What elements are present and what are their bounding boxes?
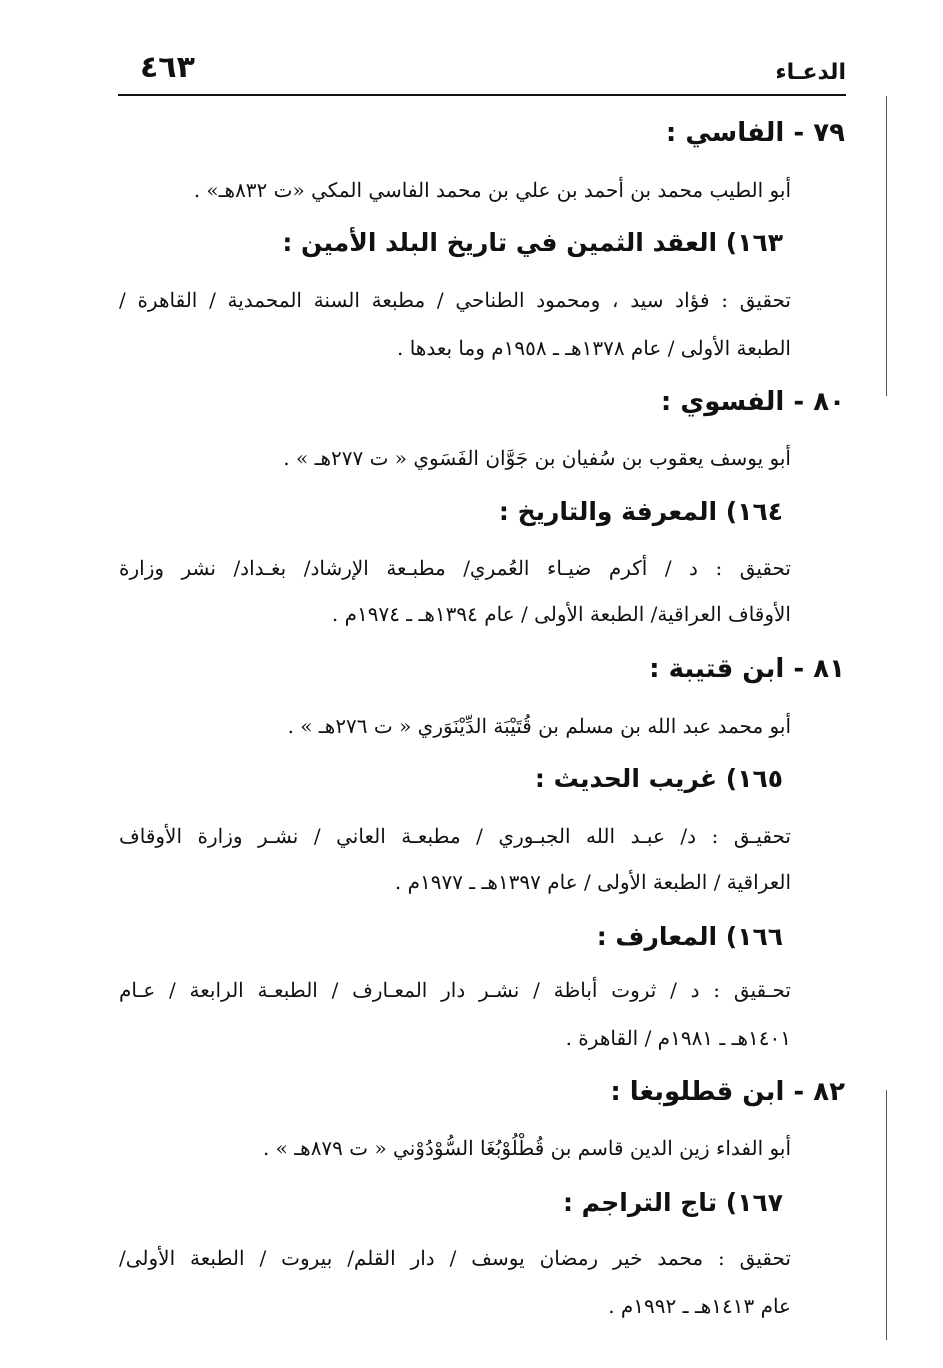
book-details-line: تحقيق : د / أكرم ضيـاء العُمري/ مطبـعة الإرشاد/ بغـداد/ نشر وزارة <box>119 556 791 580</box>
book-details-line: تحـقيق : د / ثروت أباظة / نشـر دار المعـارف / الطبعـة الرابعة / عـام <box>119 978 791 1002</box>
author-heading: ٨١ - ابن قتيبة : <box>649 654 845 684</box>
margin-rule <box>886 96 887 396</box>
book-details-line: العراقية / الطبعة الأولى / عام ١٣٩٧هـ ـ ١٩٧٧م . <box>394 870 791 894</box>
author-heading: ٨٠ - الفسوي : <box>660 387 845 417</box>
book-details-line: عام ١٤١٣هـ ـ ١٩٩٢م . <box>608 1294 791 1318</box>
author-description: أبو الطيب محمد بن أحمد بن علي بن محمد الفاسي المكي «ت ٨٣٢هـ» . <box>193 178 791 202</box>
running-header <box>118 48 846 96</box>
author-description: أبو محمد عبد الله بن مسلم بن قُتَيْبَة الدِّيْنَوَري « ت ٢٧٦هـ » . <box>287 714 791 738</box>
margin-rule <box>886 1090 887 1340</box>
running-title: الدعـاء <box>775 60 846 85</box>
book-title: ١٦٦) المعارف : <box>596 922 783 951</box>
author-description: أبو الفداء زين الدين قاسم بن قُطْلُوْبُغَا السُّوْدُوْني « ت ٨٧٩هـ » . <box>262 1136 791 1160</box>
book-details-line: الأوقاف العراقية/ الطبعة الأولى / عام ١٣٩٤هـ ـ ١٩٧٤م . <box>331 602 791 626</box>
book-details-line: ١٤٠١هـ ـ ١٩٨١م / القاهرة . <box>565 1026 791 1050</box>
book-details-line: تحقيـق : د/ عبـد الله الجبـوري / مطبعـة العاني / نشـر وزارة الأوقاف <box>119 824 791 848</box>
author-description: أبو يوسف يعقوب بن سُفيان بن جَوَّان الفَسَوي « ت ٢٧٧هـ » . <box>283 446 791 470</box>
book-details-line: الطبعة الأولى / عام ١٣٧٨هـ ـ ١٩٥٨م وما بعدها . <box>397 336 791 360</box>
book-title: ١٦٧) تاج التراجم : <box>562 1188 783 1217</box>
book-title: ١٦٣) العقد الثمين في تاريخ البلد الأمين : <box>282 228 783 257</box>
book-details-line: تحقيق : فؤاد سيد ، ومحمود الطناحي / مطبعة السنة المحمدية / القاهرة / <box>119 288 791 312</box>
book-details-line: تحقيق : محمد خير رمضان يوسف / دار القلم/ بيروت / الطبعة الأولى/ <box>119 1246 791 1270</box>
book-title: ١٦٥) غريب الحديث : <box>534 764 783 793</box>
author-heading: ٨٢ - ابن قطلوبغا : <box>610 1077 845 1107</box>
author-heading: ٧٩ - الفاسي : <box>665 118 845 148</box>
book-title: ١٦٤) المعرفة والتاريخ : <box>498 497 783 526</box>
page-number: ٤٦٣ <box>140 50 195 85</box>
